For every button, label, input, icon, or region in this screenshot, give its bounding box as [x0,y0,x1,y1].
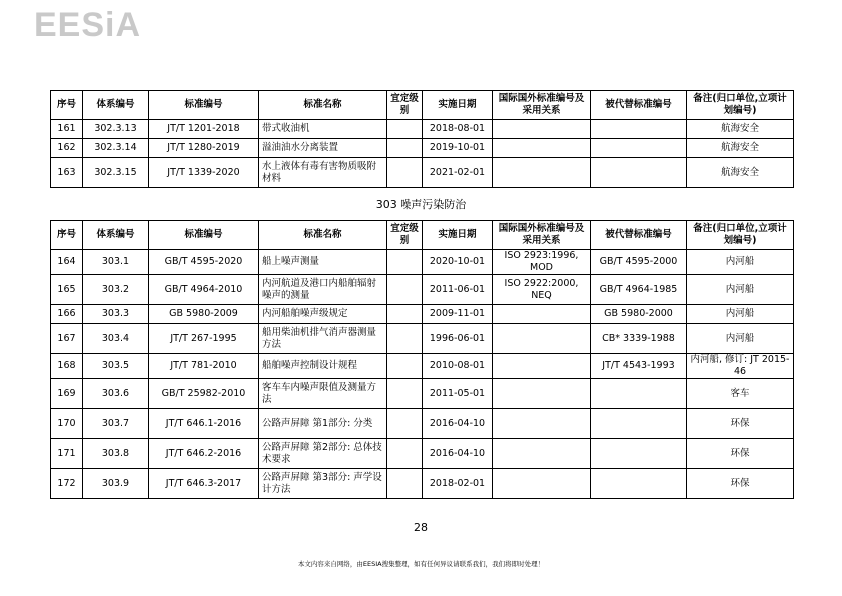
cell-intl [493,354,591,379]
cell-level [387,158,423,188]
cell-seq: 168 [51,354,83,379]
header-remark: 备注(归口单位,立项计划编号) [687,221,794,250]
cell-seq: 166 [51,305,83,324]
cell-std-no: GB/T 4964-2010 [149,275,259,305]
standards-table-302 [50,90,794,188]
cell-intl [493,120,591,139]
cell-std-name: 水上液体有毒有害物质吸附材料 [259,158,387,188]
cell-sys-no: 303.3 [83,305,149,324]
cell-seq: 164 [51,250,83,275]
table-row [51,469,794,499]
cell-impl-date: 2011-06-01 [423,275,493,305]
cell-level [387,409,423,439]
cell-std-no: JT/T 267-1995 [149,324,259,354]
cell-std-name: 内河航道及港口内船舶辐射噪声的测量 [259,275,387,305]
cell-impl-date: 2021-02-01 [423,158,493,188]
cell-remark: 环保 [687,469,794,499]
cell-std-no: GB 5980-2009 [149,305,259,324]
cell-remark: 环保 [687,409,794,439]
cell-replaced: JT/T 4543-1993 [591,354,687,379]
cell-sys-no: 302.3.15 [83,158,149,188]
table-row [51,354,794,379]
cell-seq: 163 [51,158,83,188]
cell-sys-no: 302.3.13 [83,120,149,139]
cell-std-name: 溢油油水分离装置 [259,139,387,158]
cell-sys-no: 303.1 [83,250,149,275]
cell-seq: 171 [51,439,83,469]
cell-remark: 航海安全 [687,158,794,188]
cell-seq: 165 [51,275,83,305]
cell-std-no: JT/T 646.2-2016 [149,439,259,469]
header-seq: 序号 [51,91,83,120]
standards-table-303 [50,220,794,499]
cell-seq: 167 [51,324,83,354]
cell-seq: 162 [51,139,83,158]
cell-impl-date: 2018-08-01 [423,120,493,139]
cell-std-name: 公路声屏障 第3部分: 声学设计方法 [259,469,387,499]
cell-impl-date: 1996-06-01 [423,324,493,354]
cell-intl [493,409,591,439]
cell-intl: ISO 2922:2000, NEQ [493,275,591,305]
cell-std-no: GB/T 4595-2020 [149,250,259,275]
cell-std-name: 公路声屏障 第2部分: 总体技术要求 [259,439,387,469]
table-row [51,305,794,324]
cell-intl [493,305,591,324]
cell-intl [493,324,591,354]
cell-remark: 内河船 [687,324,794,354]
cell-std-no: JT/T 1280-2019 [149,139,259,158]
cell-intl: ISO 2923:1996, MOD [493,250,591,275]
table-row [51,120,794,139]
section-title: 303 噪声污染防治 [375,198,467,211]
cell-level [387,250,423,275]
cell-level [387,305,423,324]
cell-sys-no: 302.3.14 [83,139,149,158]
header-std-no: 标准编号 [149,91,259,120]
cell-std-name: 船舶噪声控制设计规程 [259,354,387,379]
table-row [51,409,794,439]
table-row [51,379,794,409]
header-remark: 备注(归口单位,立项计划编号) [687,91,794,120]
cell-intl [493,379,591,409]
cell-seq: 170 [51,409,83,439]
cell-replaced: GB 5980-2000 [591,305,687,324]
cell-seq: 169 [51,379,83,409]
header-sys-no: 体系编号 [83,221,149,250]
cell-impl-date: 2009-11-01 [423,305,493,324]
cell-replaced [591,120,687,139]
cell-sys-no: 303.9 [83,469,149,499]
header-impl-date: 实施日期 [423,221,493,250]
cell-sys-no: 303.5 [83,354,149,379]
cell-intl [493,139,591,158]
cell-std-name: 内河船舶噪声级规定 [259,305,387,324]
table-row [51,158,794,188]
cell-level [387,120,423,139]
cell-std-name: 船上噪声测量 [259,250,387,275]
cell-level [387,275,423,305]
cell-seq: 172 [51,469,83,499]
cell-replaced [591,139,687,158]
cell-std-name: 客车车内噪声限值及测量方法 [259,379,387,409]
cell-replaced: GB/T 4964-1985 [591,275,687,305]
header-std-name: 标准名称 [259,221,387,250]
header-sys-no: 体系编号 [83,91,149,120]
header-std-name: 标准名称 [259,91,387,120]
cell-sys-no: 303.2 [83,275,149,305]
cell-intl [493,158,591,188]
header-impl-date: 实施日期 [423,91,493,120]
cell-seq: 161 [51,120,83,139]
cell-replaced [591,469,687,499]
cell-impl-date: 2019-10-01 [423,139,493,158]
cell-remark: 客车 [687,379,794,409]
cell-std-no: JT/T 1201-2018 [149,120,259,139]
header-replaced: 被代替标准编号 [591,221,687,250]
cell-remark: 航海安全 [687,139,794,158]
cell-std-no: JT/T 1339-2020 [149,158,259,188]
cell-level [387,324,423,354]
table-row [51,439,794,469]
cell-sys-no: 303.7 [83,409,149,439]
cell-std-no: JT/T 781-2010 [149,354,259,379]
cell-level [387,469,423,499]
table-header-row [51,91,794,120]
cell-replaced [591,439,687,469]
cell-impl-date: 2011-05-01 [423,379,493,409]
cell-level [387,354,423,379]
header-std-no: 标准编号 [149,221,259,250]
header-intl: 国际国外标准编号及采用关系 [493,221,591,250]
cell-sys-no: 303.8 [83,439,149,469]
cell-std-name: 带式收油机 [259,120,387,139]
cell-remark: 环保 [687,439,794,469]
eesia-logo: EESiA [34,6,142,44]
table-header-row [51,221,794,250]
cell-level [387,439,423,469]
table-row [51,324,794,354]
cell-intl [493,439,591,469]
cell-impl-date: 2016-04-10 [423,409,493,439]
cell-std-no: GB/T 25982-2010 [149,379,259,409]
page-number: 28 [414,521,428,534]
cell-replaced [591,379,687,409]
cell-intl [493,469,591,499]
cell-sys-no: 303.4 [83,324,149,354]
cell-remark: 内河船 [687,250,794,275]
cell-std-no: JT/T 646.1-2016 [149,409,259,439]
cell-impl-date: 2010-08-01 [423,354,493,379]
header-replaced: 被代替标准编号 [591,91,687,120]
cell-std-name: 船用柴油机排气消声器测量方法 [259,324,387,354]
cell-level [387,139,423,158]
cell-std-no: JT/T 646.3-2017 [149,469,259,499]
cell-impl-date: 2018-02-01 [423,469,493,499]
cell-remark: 内河船 [687,305,794,324]
cell-replaced [591,158,687,188]
header-intl: 国际国外标准编号及采用关系 [493,91,591,120]
cell-impl-date: 2016-04-10 [423,439,493,469]
cell-std-name: 公路声屏障 第1部分: 分类 [259,409,387,439]
cell-level [387,379,423,409]
cell-remark: 内河船, 修订: JT 2015-46 [687,354,794,379]
footer-note: 本文内容来自网络，由EESIA搜集整理，如有任何异议请联系我们，我们将即时处理！ [297,560,545,568]
header-level: 宜定级别 [387,91,423,120]
cell-remark: 内河船 [687,275,794,305]
cell-replaced: CB* 3339-1988 [591,324,687,354]
header-seq: 序号 [51,221,83,250]
table-row [51,275,794,305]
cell-sys-no: 303.6 [83,379,149,409]
table-row [51,250,794,275]
header-level: 宜定级别 [387,221,423,250]
table-row [51,139,794,158]
cell-replaced: GB/T 4595-2000 [591,250,687,275]
cell-replaced [591,409,687,439]
cell-impl-date: 2020-10-01 [423,250,493,275]
cell-remark: 航海安全 [687,120,794,139]
